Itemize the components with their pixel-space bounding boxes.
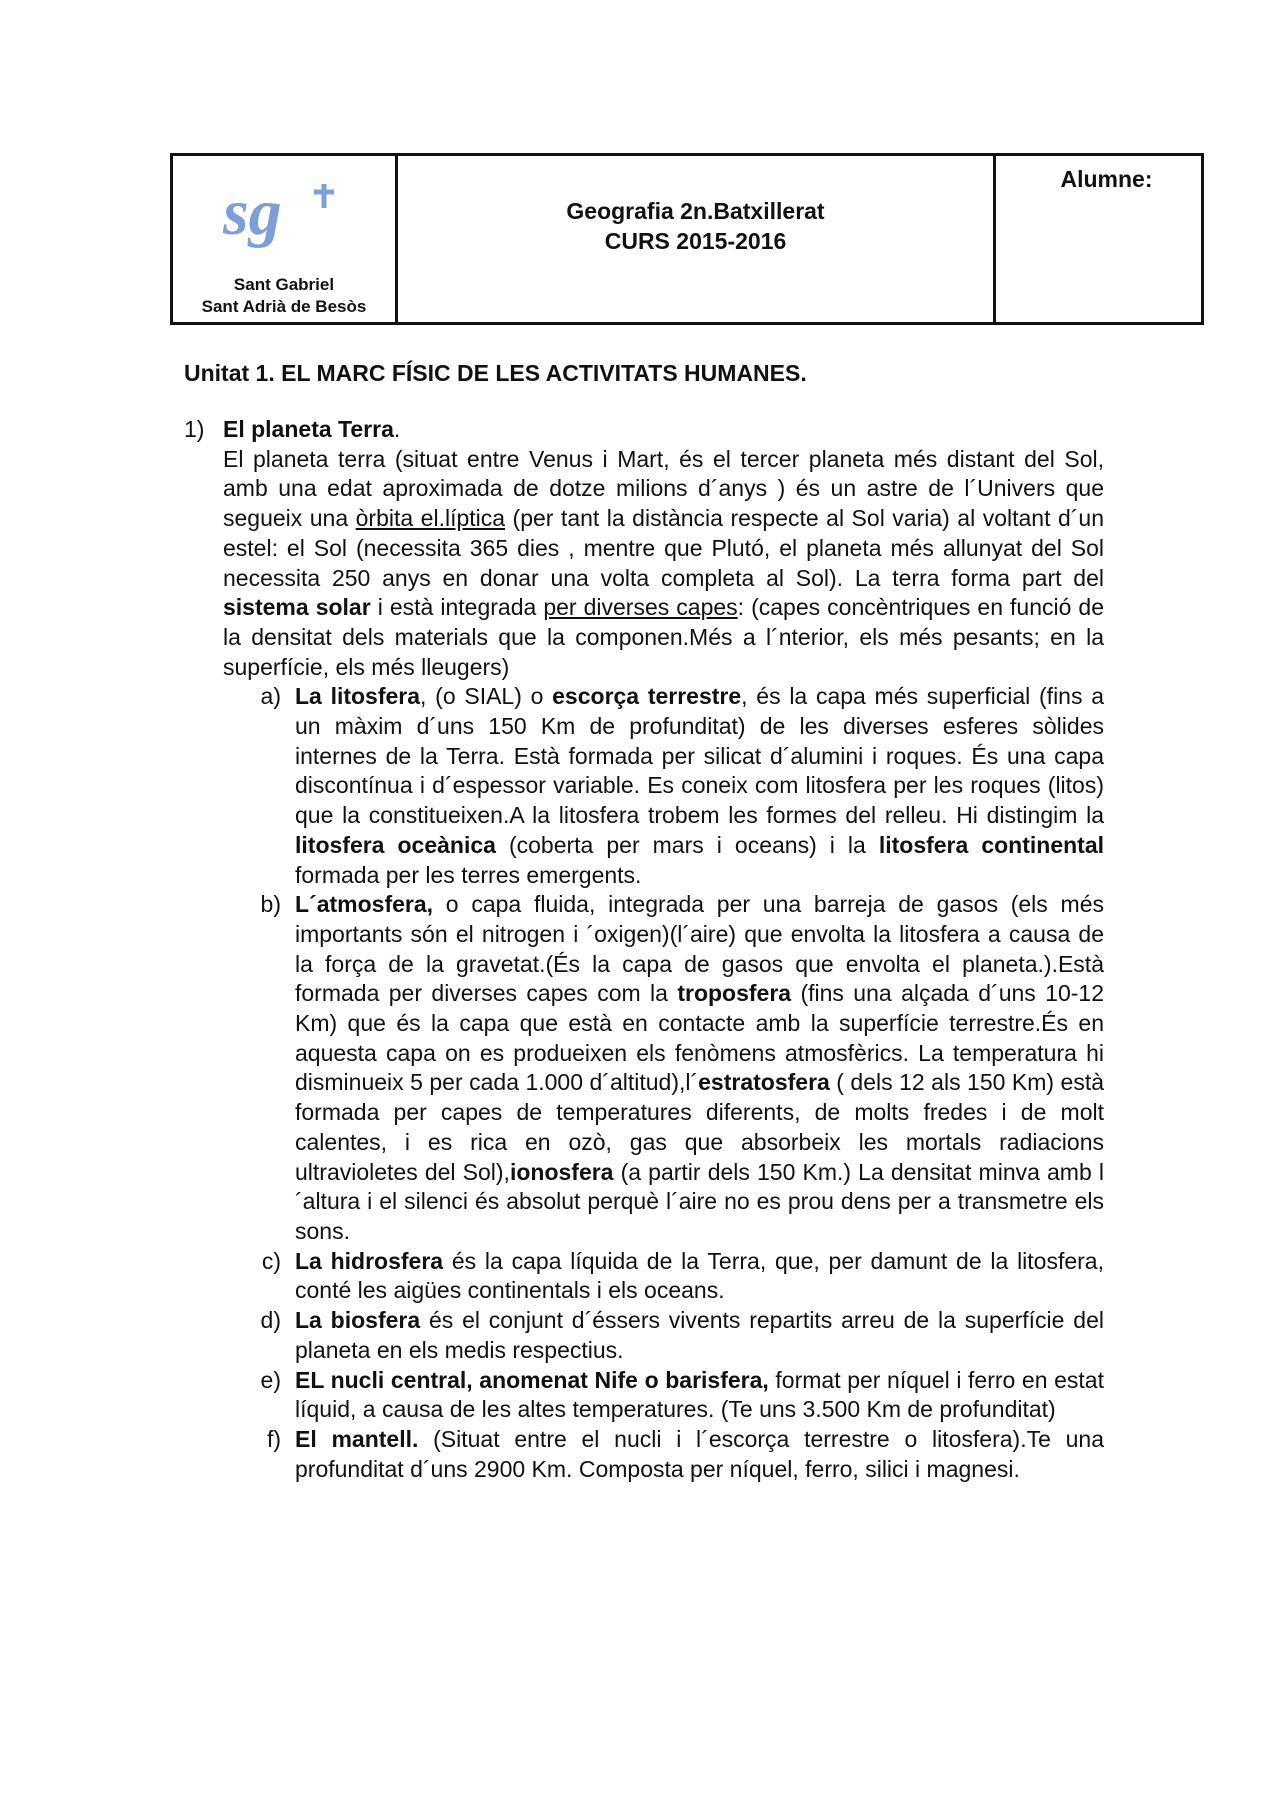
- course-line-2: CURS 2015-2016: [604, 228, 787, 254]
- unit-title: Unitat 1. EL MARC FÍSIC DE LES ACTIVITATS HUMANES.: [184, 360, 807, 386]
- document-body: [184, 415, 1104, 1484]
- list-letter-wrap: [223, 682, 295, 890]
- list-letter: c): [261, 1247, 281, 1274]
- list-letter: b): [260, 891, 281, 918]
- list-item-text: [295, 1247, 1104, 1306]
- list-item-nucli: [223, 1366, 1104, 1425]
- text-part: és el conjunt d´éssers vivents repartits arreu de la superfície del planeta en els medis respectius.: [295, 1307, 1104, 1363]
- school-logo: [223, 176, 348, 271]
- text-part: és la capa líquida de la Terra, que, per damunt de la litosfera, conté les aigües continentals i els oceans.: [295, 1247, 1104, 1304]
- list-letter-wrap: [223, 890, 295, 1246]
- text-part: formada per les terres emergents.: [295, 861, 642, 888]
- list-letter-wrap: [223, 1247, 295, 1306]
- text-part: , és la capa més superficial (fins a un màxim d´uns 150 Km de profunditat) de les diverses esferes sòlides internes de la Terra. Està formada per silicat d´alumini i roques. És una capa discontínua i d´espessor variable. Es coneix com litosfera per les roques (litos) que la constitueixen.A la litosfera trobem les formes del relleu. Hi distingim la: [295, 683, 1104, 829]
- intro-part-4: : (capes concèntriques en funció de la densitat dels materials que la componen.Més a l´nterior, els més pesants; en la superfície, els més lleugers): [223, 594, 1105, 680]
- student-label: Alumne:: [1060, 166, 1153, 192]
- text-part: (coberta per mars i oceans) i la: [495, 831, 879, 858]
- logo-cell: [173, 156, 398, 322]
- layers-term: per diverses capes: [543, 594, 738, 621]
- list-item-litosfera: [223, 682, 1104, 890]
- header-table: [170, 153, 1204, 325]
- list-item-text: [295, 1306, 1104, 1365]
- term: L´atmosfera,: [295, 891, 434, 918]
- list-item-mantell: [223, 1425, 1104, 1484]
- list-item-text: [295, 1366, 1104, 1425]
- term: La biosfera: [295, 1307, 421, 1334]
- course-cell: [398, 156, 996, 322]
- intro-part-1: El planeta terra (situat entre Venus i Mart, és el tercer planeta més distant del Sol, amb una edat aproximada de dotze milions d´anys ) és un astre de l´Univers que segueix una: [223, 445, 1104, 532]
- intro-paragraph: [223, 445, 1104, 683]
- text-part: (Situat entre el nucli i l´escorça terrestre o litosfera).Te una profunditat d´uns 2900 Km. Composta per níquel, ferro, silici i magnesi.: [295, 1425, 1104, 1482]
- text-part: (fins una alçada d´uns 10-12 Km) que és la capa que està en contacte amb la superfície terrestre.És en aquesta capa on es produeixen els fenòmens atmosfèrics. La temperatura hi disminueix 5 per cada 1.000 d´altitud),l´: [295, 980, 1104, 1096]
- intro-text: [223, 445, 1104, 683]
- list-letter-wrap: [223, 1366, 295, 1425]
- student-cell: [996, 156, 1201, 322]
- section-title: El planeta Terra: [223, 416, 394, 442]
- term: litosfera continental: [878, 831, 1104, 858]
- list-item-hidrosfera: [223, 1247, 1104, 1306]
- section-heading: [184, 415, 1104, 445]
- intro-part-3: i està integrada: [370, 594, 544, 621]
- course-line-1: Geografia 2n.Batxillerat: [566, 198, 825, 224]
- layers-list: [223, 682, 1104, 1484]
- orbit-term: òrbita el.líptica: [355, 505, 506, 532]
- section-title-wrap: [223, 415, 400, 445]
- list-item-biosfera: [223, 1306, 1104, 1365]
- school-line-2: Sant Adrià de Besòs: [201, 297, 367, 316]
- list-item-text: [295, 682, 1104, 890]
- term: La litosfera: [295, 683, 421, 710]
- term: ionosfera: [509, 1158, 614, 1185]
- solar-system-term: sistema solar: [223, 594, 371, 621]
- list-letter: e): [260, 1366, 281, 1393]
- logo-text: sg: [223, 176, 282, 249]
- intro-part-2: (per tant la distància respecte al Sol varia) al voltant d´un estel: el Sol (necessita 365 dies , mentre que Plutó, el planeta més allunyat del Sol necessita 250 anys en donar una volta completa al Sol). La terra forma part del: [223, 505, 1104, 591]
- text-part: , (o SIAL) o: [420, 683, 553, 710]
- term: troposfera: [677, 980, 792, 1007]
- list-item-atmosfera: [223, 890, 1104, 1246]
- list-letter: a): [260, 683, 281, 710]
- list-letter-wrap: [223, 1425, 295, 1484]
- text-part: format per níquel i ferro en estat líquid, a causa de les altes temperatures. (Te uns 3.500 Km de profunditat): [295, 1366, 1104, 1423]
- text-part: (a partir dels 150 Km.) La densitat minva amb l´altura i el silenci és absolut perquè l´aire no es prou dens per a transmetre els sons.: [295, 1158, 1104, 1244]
- list-letter: f): [266, 1425, 281, 1452]
- term: La hidrosfera: [295, 1247, 444, 1274]
- list-item-text: [295, 1425, 1104, 1484]
- list-letter: d): [260, 1307, 281, 1334]
- term: El mantell.: [295, 1425, 419, 1452]
- text-part: ( dels 12 als 150 Km) està formada per capes de temperatures diferents, de molts fredes i de molt calentes, i es rica en ozò, gas que absorbeix les mortals radiacions ultravioletes del Sol),: [295, 1069, 1104, 1185]
- term: escorça terrestre: [552, 683, 742, 710]
- section-title-suffix: .: [393, 416, 401, 442]
- list-item-text: [295, 890, 1104, 1246]
- text-part: o capa fluida, integrada per una barreja de gasos (els més importants són el nitrogen i ´oxigen)(l´aire) que envolta la litosfera a causa de la força de la gravetat.(És la capa de gasos que envolta el planeta.).Està formada per diverses capes com la: [295, 891, 1104, 1007]
- school-name: [173, 274, 395, 318]
- term: EL nucli central, anomenat Nife o barisfera,: [295, 1366, 769, 1393]
- list-letter-wrap: [223, 1306, 295, 1365]
- section-number: 1): [184, 416, 205, 442]
- school-line-1: Sant Gabriel: [233, 275, 335, 294]
- term: litosfera oceànica: [295, 831, 496, 858]
- term: estratosfera: [698, 1069, 830, 1096]
